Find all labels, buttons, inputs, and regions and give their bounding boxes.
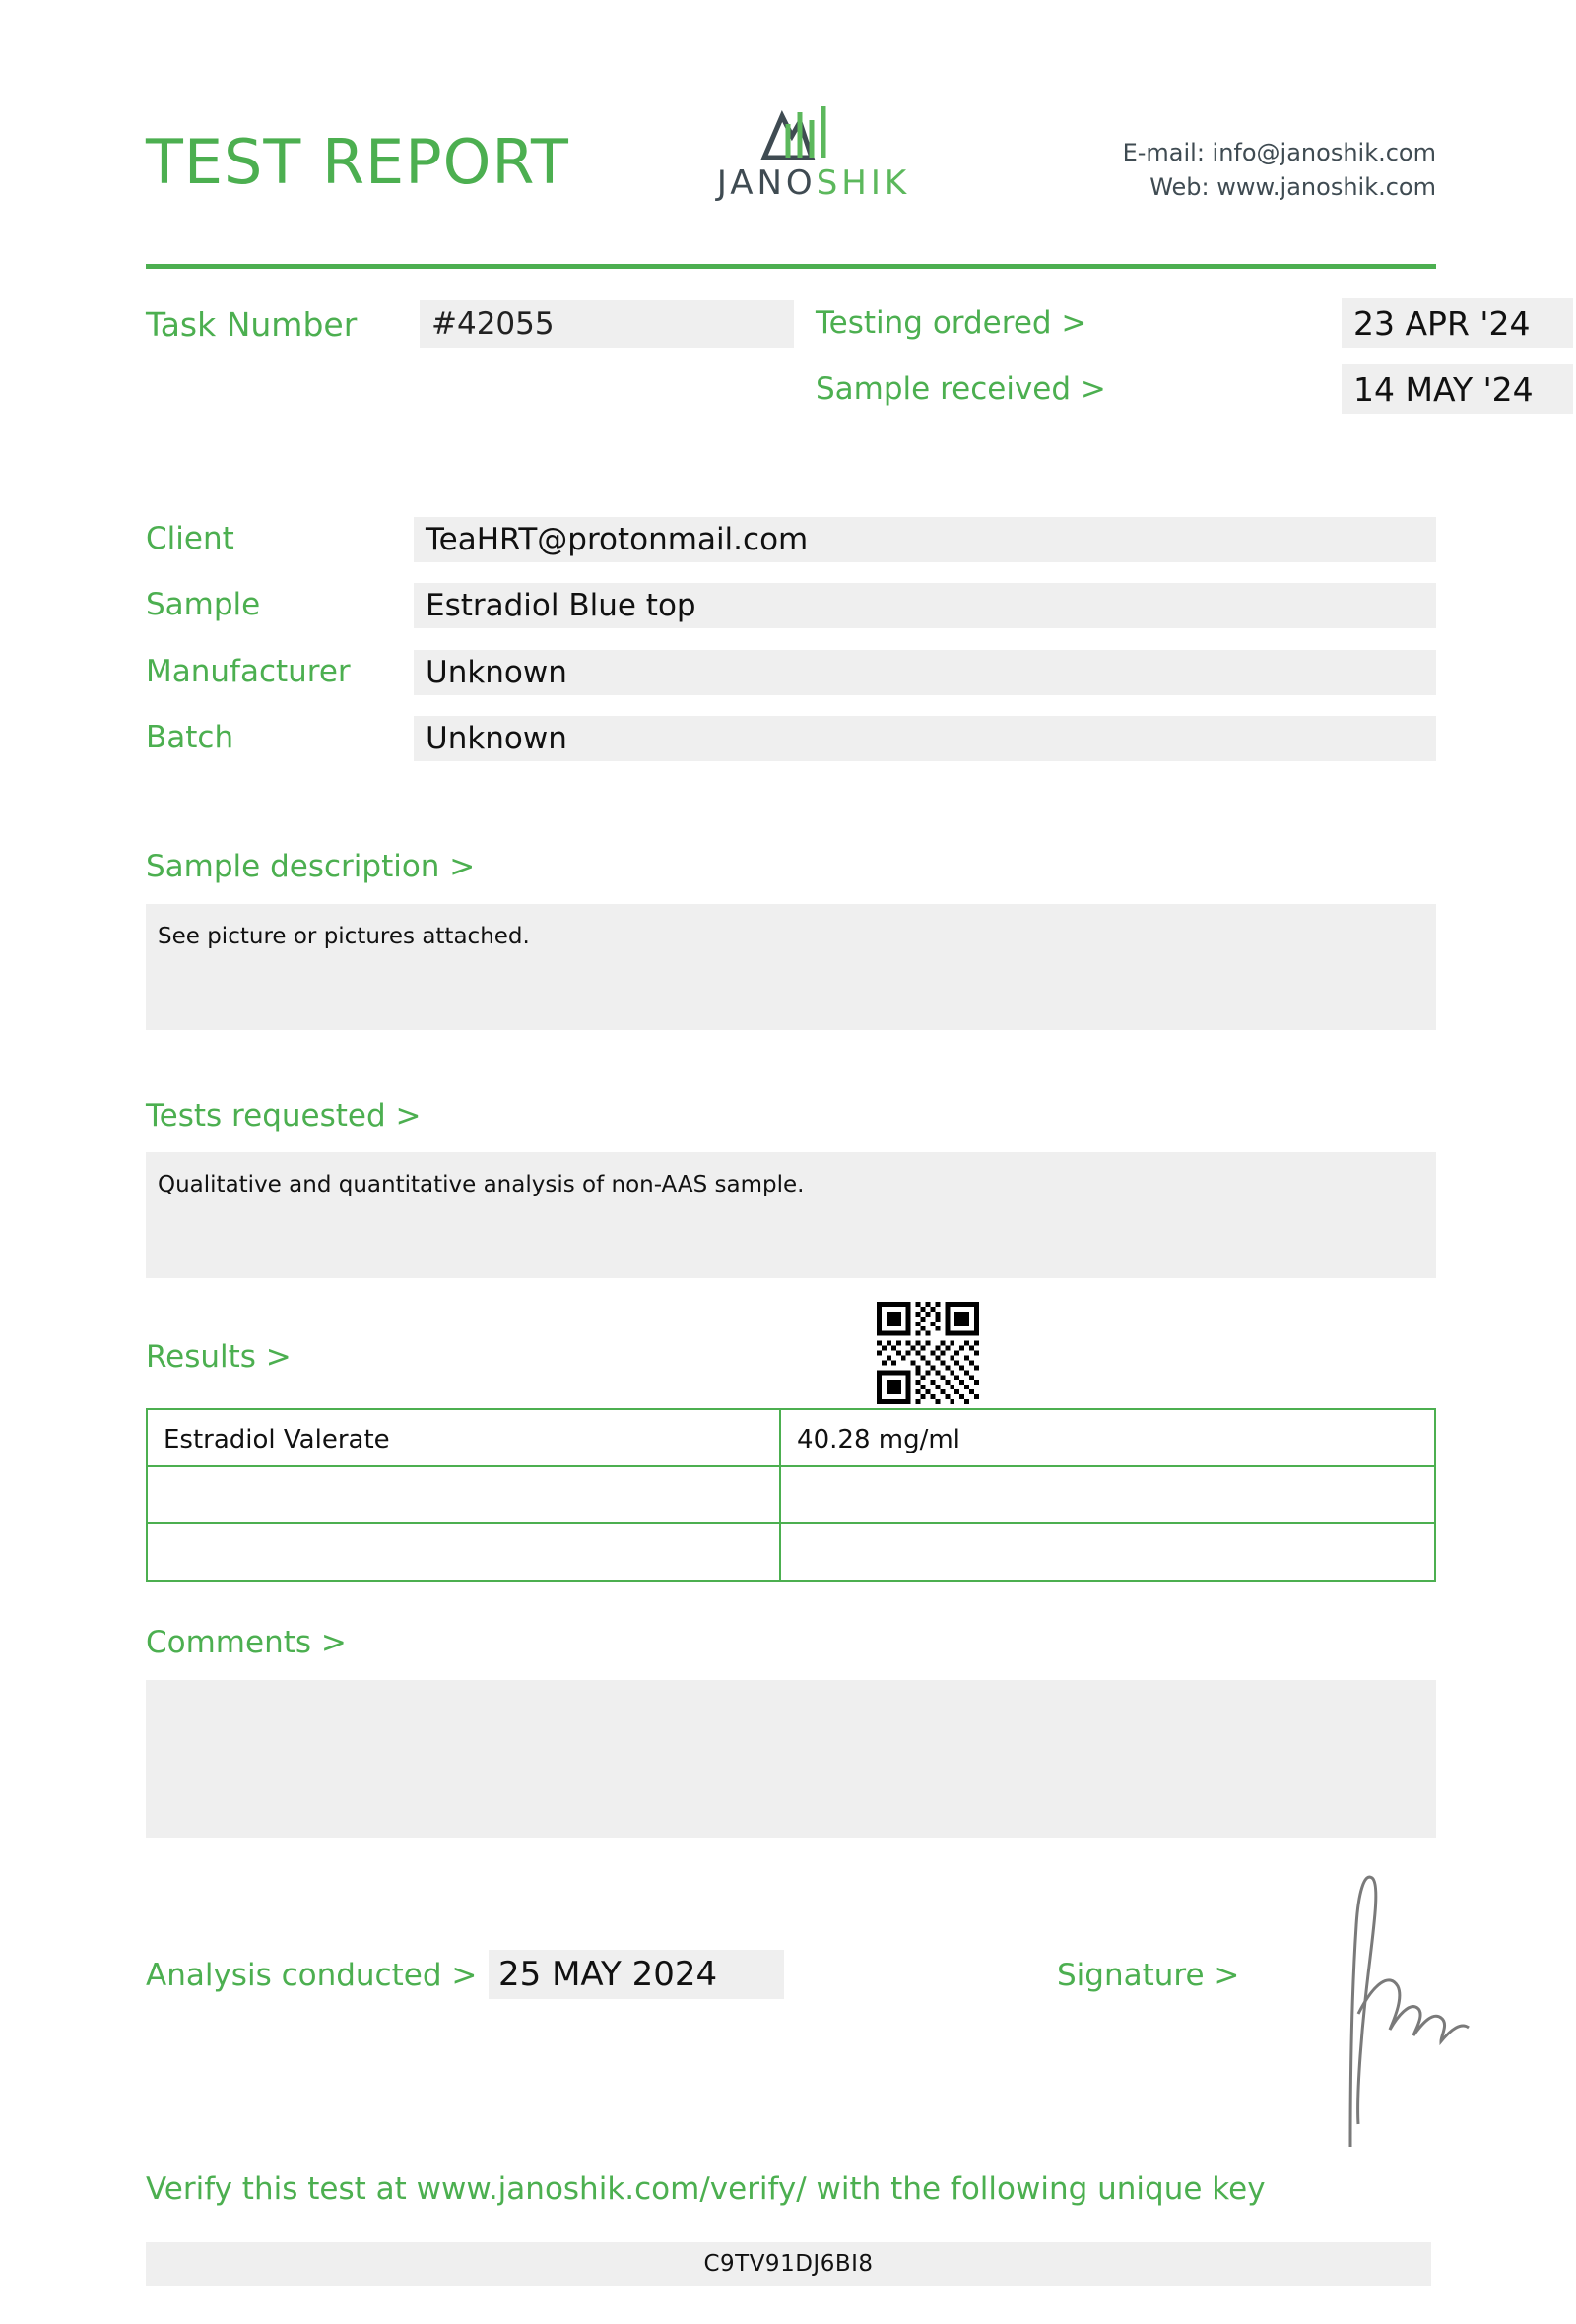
sample-received-date: 14 MAY '24 bbox=[1342, 364, 1573, 414]
info-row-batch bbox=[146, 716, 1436, 767]
unique-key-value: C9TV91DJ6BI8 bbox=[146, 2242, 1431, 2286]
manufacturer-value: Unknown bbox=[414, 650, 1436, 695]
batch-value: Unknown bbox=[414, 716, 1436, 761]
info-row-client bbox=[146, 517, 1436, 568]
header-divider bbox=[146, 264, 1436, 269]
result-amount: 40.28 mg/ml bbox=[780, 1409, 1435, 1466]
result-compound bbox=[147, 1523, 780, 1581]
brand-wordmark-green: SHIK bbox=[816, 163, 911, 203]
contact-email: E-mail: info@janoshik.com bbox=[1122, 139, 1436, 166]
results-table bbox=[146, 1408, 1436, 1582]
contact-web: Web: www.janoshik.com bbox=[1149, 172, 1436, 201]
results-heading: Results > bbox=[146, 1339, 292, 1375]
sample-description-text: See picture or pictures attached. bbox=[158, 924, 530, 949]
manufacturer-label: Manufacturer bbox=[146, 654, 351, 689]
client-label: Client bbox=[146, 521, 234, 556]
table-row bbox=[147, 1466, 1435, 1523]
analysis-conducted-date: 25 MAY 2024 bbox=[489, 1950, 784, 1999]
info-row-sample bbox=[146, 583, 1436, 634]
signature-mark bbox=[1303, 1866, 1520, 2152]
verify-instruction: Verify this test at www.janoshik.com/verify/ with the following unique key bbox=[146, 2171, 1266, 2207]
sample-description-heading: Sample description > bbox=[146, 849, 476, 884]
table-row bbox=[147, 1409, 1435, 1466]
page-title: TEST REPORT bbox=[146, 126, 569, 198]
table-row bbox=[147, 1523, 1435, 1581]
sample-label: Sample bbox=[146, 587, 261, 622]
comments-heading: Comments > bbox=[146, 1625, 347, 1660]
janoshik-mountain-icon bbox=[755, 98, 873, 160]
sample-received-label: Sample received > bbox=[816, 371, 1106, 407]
comments-box bbox=[146, 1680, 1436, 1838]
report-content bbox=[146, 0, 1534, 2324]
brand-wordmark bbox=[686, 163, 942, 203]
tests-requested-heading: Tests requested > bbox=[146, 1098, 422, 1133]
result-amount bbox=[780, 1466, 1435, 1523]
brand-wordmark-dark: JANO bbox=[716, 163, 817, 203]
contact-info bbox=[1123, 136, 1436, 205]
report-header bbox=[146, 108, 1436, 246]
result-amount bbox=[780, 1523, 1435, 1581]
signature-label: Signature > bbox=[1057, 1958, 1240, 1993]
result-compound bbox=[147, 1466, 780, 1523]
client-value: TeaHRT@protonmail.com bbox=[414, 517, 1436, 562]
batch-label: Batch bbox=[146, 720, 234, 755]
info-row-manufacturer bbox=[146, 650, 1436, 701]
tests-requested-text: Qualitative and quantitative analysis of non-AAS sample. bbox=[158, 1172, 805, 1197]
testing-ordered-date: 23 APR '24 bbox=[1342, 298, 1573, 348]
sample-value: Estradiol Blue top bbox=[414, 583, 1436, 628]
task-number-label: Task Number bbox=[146, 305, 358, 344]
result-compound: Estradiol Valerate bbox=[147, 1409, 780, 1466]
verification-qr-code bbox=[877, 1302, 979, 1404]
analysis-conducted-label: Analysis conducted > bbox=[146, 1958, 478, 1993]
brand-logo bbox=[686, 98, 942, 203]
testing-ordered-label: Testing ordered > bbox=[816, 305, 1087, 341]
task-number-value: #42055 bbox=[420, 300, 794, 348]
